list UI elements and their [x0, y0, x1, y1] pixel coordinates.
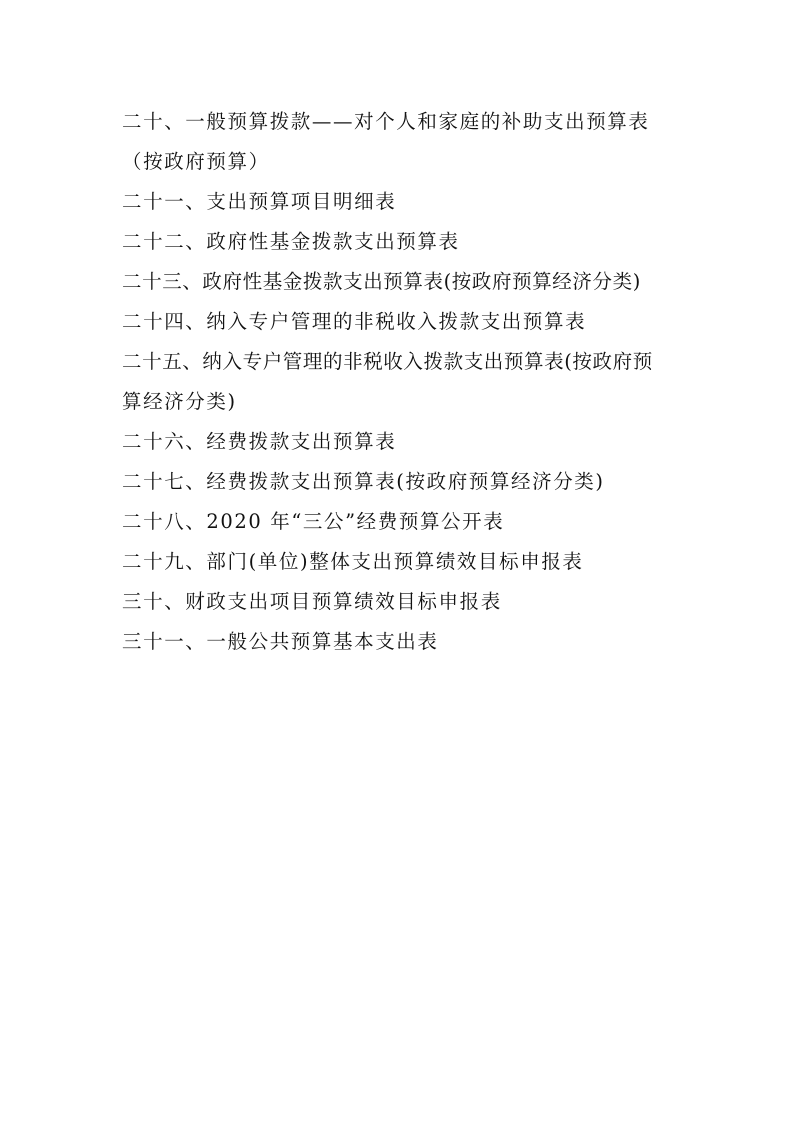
toc-line-25: 二十五、纳入专户管理的非税收入拨款支出预算表(按政府预: [122, 350, 653, 373]
toc-line-23: 二十三、政府性基金拨款支出预算表(按政府预算经济分类): [122, 270, 641, 293]
toc-line-30: 三十、财政支出项目预算绩效目标申报表: [122, 590, 502, 613]
toc-line-28: 二十八、2020 年“三公”经费预算公开表: [122, 510, 505, 533]
toc-line-25-cont: 算经济分类): [122, 390, 237, 413]
table-of-contents: [122, 102, 682, 662]
toc-line-27: 二十七、经费拨款支出预算表(按政府预算经济分类): [122, 470, 605, 493]
toc-line-24: 二十四、纳入专户管理的非税收入拨款支出预算表: [122, 310, 587, 333]
toc-line-29: 二十九、部门(单位)整体支出预算绩效目标申报表: [122, 550, 584, 573]
toc-line-31: 三十一、一般公共预算基本支出表: [122, 630, 439, 653]
toc-line-20-cont: （按政府预算）: [122, 150, 270, 173]
toc-line-21: 二十一、支出预算项目明细表: [122, 190, 397, 213]
toc-line-22: 二十二、政府性基金拨款支出预算表: [122, 230, 460, 253]
toc-line-20: 二十、一般预算拨款——对个人和家庭的补助支出预算表: [122, 110, 650, 133]
toc-line-26: 二十六、经费拨款支出预算表: [122, 430, 397, 453]
